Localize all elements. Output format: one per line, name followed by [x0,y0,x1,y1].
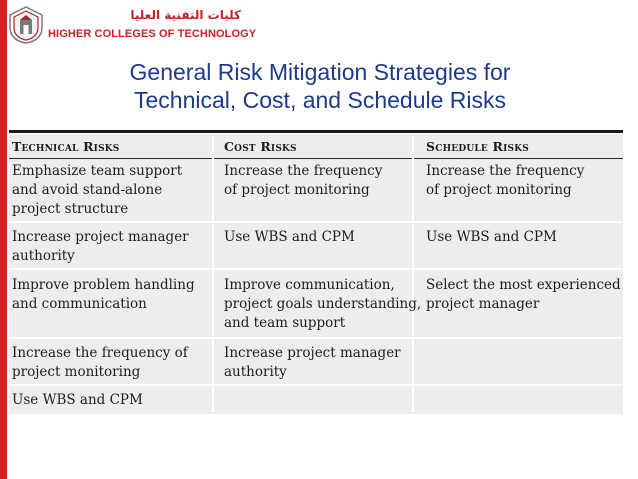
college-arabic-name: كليات التقنية العليا [130,8,241,22]
college-logo [8,6,257,44]
crest-icon [8,6,44,44]
table-cell: Increase the frequency of project monitoring [12,345,188,380]
table-cell: Use WBS and CPM [12,392,143,408]
slide-title [20,58,620,114]
table-cell: Increase the frequency of project monitoring [224,163,383,198]
table-cell: Increase project manager authority [12,229,189,264]
left-accent-bar [0,0,7,479]
row-divider [9,384,623,386]
college-english-name: HIGHER COLLEGES OF TECHNOLOGY [48,28,257,40]
table-cell: Increase project manager authority [224,345,401,380]
column-divider [412,136,414,412]
row-divider [9,221,623,223]
slide-title-line-1: General Risk Mitigation Strategies for [129,59,511,85]
slide-title-line-2: Technical, Cost, and Schedule Risks [133,87,507,113]
table-header-rule [9,158,623,159]
table-cell: Increase the frequency of project monitoring [426,163,585,198]
header-technical-risks: Technical Risks [12,139,120,154]
table-cell: Select the most experienced project manager [426,277,621,312]
column-divider [212,136,214,412]
table-cell: Improve problem handling and communication [12,277,195,312]
header-schedule-risks: Schedule Risks [426,139,529,154]
table-cell: Use WBS and CPM [426,229,557,245]
row-divider [9,268,623,270]
row-divider [9,337,623,339]
table-top-rule [9,130,623,133]
header-cost-risks: Cost Risks [224,139,297,154]
table-cell: Use WBS and CPM [224,229,355,245]
table-cell: Improve communication, project goals understanding, and team support [224,277,422,331]
table-cell: Emphasize team support and avoid stand-alone project structure [12,163,183,217]
